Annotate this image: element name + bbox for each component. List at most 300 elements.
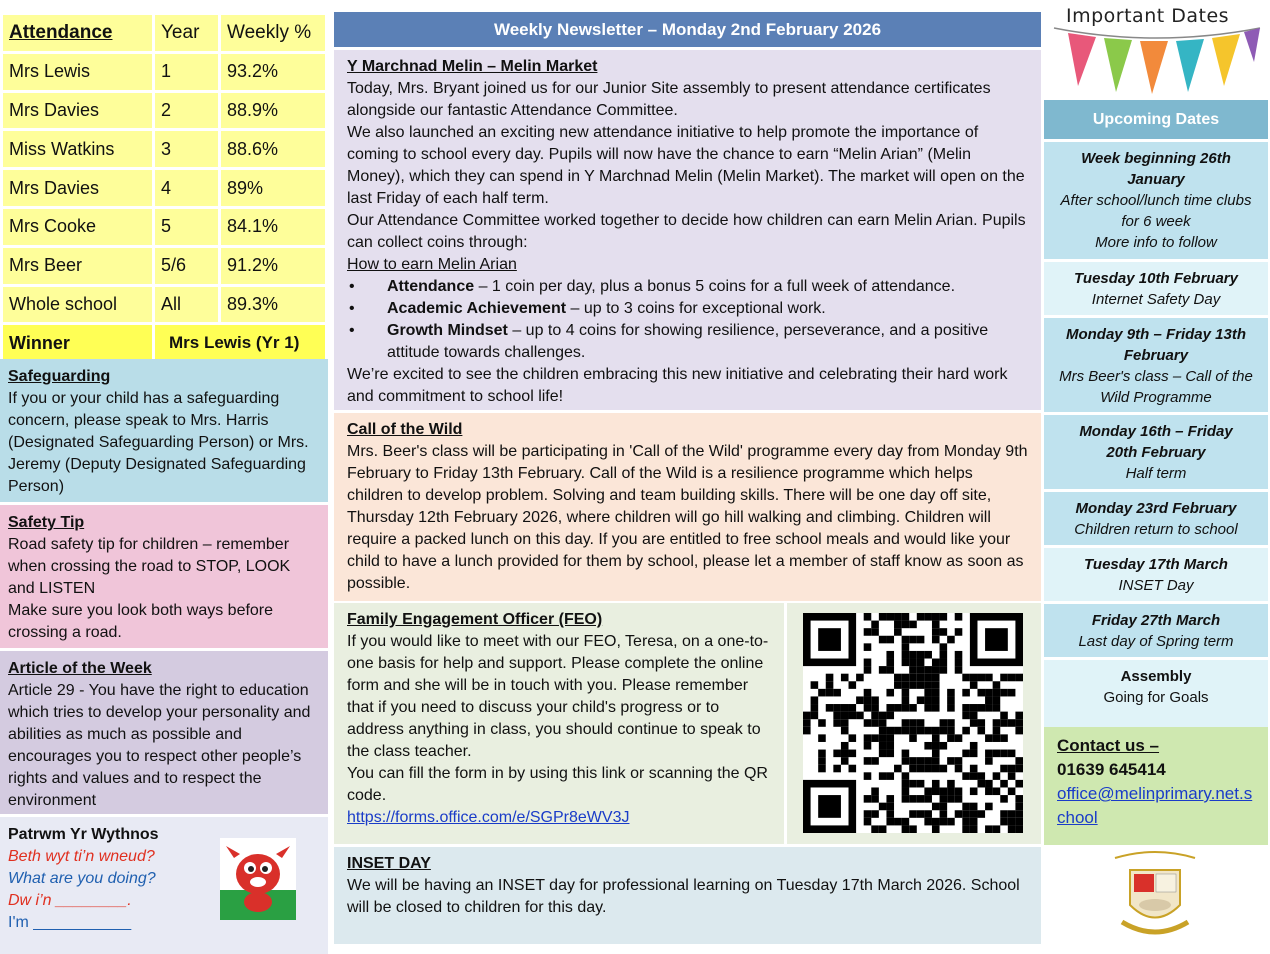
qr-module: [871, 696, 879, 704]
qr-module: [1000, 795, 1008, 803]
newsletter-banner: Weekly Newsletter – Monday 2nd February 2026: [334, 12, 1041, 47]
qr-module: [841, 704, 849, 712]
qr-module: [924, 613, 932, 621]
qr-module: [902, 780, 910, 788]
qr-module: [818, 689, 826, 697]
qr-module: [955, 765, 963, 773]
patrwm-panel: [0, 817, 328, 954]
winner-row: [2, 324, 327, 363]
bullet-title: Academic Achievement: [387, 300, 567, 317]
inset-heading: INSET DAY: [347, 855, 431, 872]
patrwm-line3: Dw i’n ________.: [8, 892, 132, 909]
qr-module: [1000, 674, 1008, 682]
qr-module: [818, 757, 826, 765]
market-panel: [334, 50, 1041, 410]
qr-module: [924, 795, 932, 803]
qr-module: [924, 810, 932, 818]
safeguarding-heading: Safeguarding: [8, 368, 111, 385]
qr-module: [977, 780, 985, 788]
qr-module: [932, 825, 940, 833]
qr-module: [970, 712, 978, 720]
qr-module: [962, 803, 970, 811]
qr-module: [818, 628, 841, 651]
qr-module: [947, 704, 955, 712]
qr-module: [909, 757, 917, 765]
patrwm-line2: What are you doing?: [8, 870, 156, 887]
article-panel: [0, 651, 328, 814]
qr-module: [849, 681, 857, 689]
bullet-text: – 1 coin per day, plus a bonus 5 coins for a full week of attendance.: [474, 278, 956, 295]
qr-module: [924, 727, 932, 735]
qr-module: [985, 750, 993, 758]
contact-phone: 01639 645414: [1057, 760, 1166, 779]
qr-module: [977, 719, 985, 727]
qr-module: [871, 734, 879, 742]
qr-module: [970, 719, 978, 727]
qr-module: [886, 818, 894, 826]
qr-module: [940, 719, 948, 727]
qr-module: [977, 674, 985, 682]
qr-module: [962, 674, 970, 682]
weekly-percent: 88.6%: [220, 130, 327, 169]
qr-module: [841, 674, 849, 682]
qr-module: [886, 734, 894, 742]
qr-module: [902, 659, 910, 667]
qr-module: [902, 719, 910, 727]
upcoming-dates-heading: Upcoming Dates: [1044, 100, 1268, 139]
qr-module: [1000, 689, 1008, 697]
qr-module: [864, 643, 872, 651]
qr-module: [993, 719, 1001, 727]
qr-module: [932, 780, 940, 788]
qr-module: [902, 757, 910, 765]
qr-module: [940, 818, 948, 826]
qr-module: [940, 643, 948, 651]
qr-module: [833, 712, 841, 720]
qr-module: [894, 681, 902, 689]
feo-form-link[interactable]: https://forms.office.com/e/SGPr8eWV3J: [347, 809, 630, 826]
safeguarding-panel: [0, 359, 328, 502]
qr-module: [970, 810, 978, 818]
qr-module: [955, 795, 963, 803]
qr-module: [970, 674, 978, 682]
qr-module: [985, 757, 993, 765]
dragon-image: [220, 838, 296, 920]
qr-module: [955, 734, 963, 742]
qr-module: [993, 787, 1001, 795]
qr-module: [940, 651, 948, 659]
bullet-text: – up to 4 coins for showing resilience, perseverance, and a positive attitude towards challenges.: [387, 322, 989, 361]
qr-module: [818, 719, 826, 727]
qr-module: [902, 674, 910, 682]
year: 5/6: [154, 246, 220, 285]
weekly-percent: 91.2%: [220, 246, 327, 285]
table-row: [2, 91, 327, 130]
patrwm-line1: Beth wyt ti’n wneud?: [8, 848, 155, 865]
qr-module: [932, 674, 940, 682]
qr-module: [955, 810, 963, 818]
qr-module: [932, 750, 940, 758]
qr-module: [818, 734, 826, 742]
qr-module: [917, 681, 925, 689]
qr-module: [977, 704, 985, 712]
qr-module: [985, 689, 993, 697]
qr-module: [917, 795, 925, 803]
qr-module: [909, 810, 917, 818]
qr-module: [909, 704, 917, 712]
qr-module: [924, 818, 932, 826]
qr-module: [879, 772, 887, 780]
qr-module: [970, 818, 978, 826]
qr-module: [947, 787, 955, 795]
qr-module: [917, 719, 925, 727]
teacher-name: Mrs Davies: [2, 169, 154, 208]
qr-module: [917, 674, 925, 682]
qr-module: [864, 719, 872, 727]
qr-module: [947, 818, 955, 826]
year: 3: [154, 130, 220, 169]
qr-module: [1000, 750, 1008, 758]
qr-panel: [787, 603, 1041, 844]
qr-module: [1015, 803, 1023, 811]
qr-module: [902, 818, 910, 826]
qr-module: [871, 757, 879, 765]
qr-module: [864, 742, 872, 750]
winner-label: Winner: [2, 324, 154, 363]
qr-module: [917, 613, 925, 621]
qr-module: [1008, 719, 1016, 727]
date-event: Internet Safety Day: [1091, 291, 1221, 308]
qr-module: [993, 734, 1001, 742]
inset-body: We will be having an INSET day for professional learning on Tuesday 17th March 2026. School will be closed to children for this day.: [347, 877, 1020, 916]
feo-p1: If you would like to meet with our FEO, Teresa, on a one-to-one basis for help and support. Please complete the online form and she will be in touch with you. Please remember that if you need to discuss your child's progress or to address anything in class, you should continue to speak to the class teacher.: [347, 633, 769, 760]
qr-module: [894, 818, 902, 826]
qr-module: [955, 613, 963, 621]
qr-module: [886, 810, 894, 818]
qr-module: [1000, 719, 1008, 727]
qr-module: [955, 651, 963, 659]
qr-module: [902, 621, 910, 629]
qr-module: [864, 818, 872, 826]
table-row: [2, 246, 327, 285]
qr-module: [886, 742, 894, 750]
qr-module: [932, 787, 940, 795]
date-item: [1044, 489, 1268, 545]
qr-module: [1015, 818, 1023, 826]
wild-body: Mrs. Beer's class will be participating in 'Call of the Wild' programme every day from Monday 9th February to Friday 13th February. Call of the Wild is a resilience programme which helps children to develop problem. Solving and team building skills. There will be one day off site, Thursday 12th February 2026, where children will go hill walking and climbing. Children will require a packed lunch on this day. If you are entitled to free school meals and would like your child to have a lunch provided for them by school, please let a member of staff know as soon as possible.: [347, 443, 1028, 592]
qr-module: [1015, 727, 1023, 735]
coin-list: [347, 276, 1028, 364]
qr-module: [833, 689, 841, 697]
qr-module: [932, 636, 940, 644]
date-item: [1044, 259, 1268, 315]
qr-module: [909, 719, 917, 727]
qr-module: [955, 659, 963, 667]
qr-module: [985, 803, 993, 811]
weekly-percent: 89.3%: [220, 285, 327, 324]
qr-module: [932, 757, 940, 765]
qr-module: [879, 727, 887, 735]
qr-module: [970, 704, 978, 712]
table-row: [2, 52, 327, 91]
qr-module: [962, 727, 970, 735]
qr-module: [826, 681, 834, 689]
contact-panel: [1044, 727, 1268, 845]
qr-module: [1008, 772, 1016, 780]
date-item: [1044, 657, 1268, 727]
contact-email-link[interactable]: office@melinprimary.net.school: [1057, 784, 1253, 827]
date-event-extra: More info to follow: [1095, 234, 1217, 251]
date-event: Going for Goals: [1103, 689, 1209, 706]
qr-module: [985, 674, 993, 682]
qr-module: [947, 734, 955, 742]
qr-module: [894, 727, 902, 735]
qr-module: [856, 712, 864, 720]
qr-module: [849, 704, 857, 712]
qr-module: [1015, 757, 1023, 765]
qr-module: [962, 825, 970, 833]
qr-module: [1008, 787, 1016, 795]
qr-module: [841, 727, 849, 735]
qr-module: [902, 795, 910, 803]
qr-module: [811, 712, 819, 720]
qr-module: [977, 810, 985, 818]
qr-module: [917, 780, 925, 788]
safety-tip-line1: Road safety tip for children – remember when crossing the road to STOP, LOOK and LISTEN: [8, 536, 291, 597]
qr-module: [833, 750, 841, 758]
qr-module: [985, 628, 1008, 651]
year-heading: Year: [154, 14, 220, 53]
qr-module: [833, 719, 841, 727]
qr-module: [970, 787, 978, 795]
date-event: INSET Day: [1118, 577, 1194, 594]
qr-module: [818, 765, 826, 773]
qr-code[interactable]: [803, 613, 1023, 833]
date-label: Tuesday 10th February: [1074, 270, 1238, 287]
qr-module: [856, 696, 864, 704]
qr-module: [977, 772, 985, 780]
qr-module: [924, 704, 932, 712]
qr-module: [886, 666, 894, 674]
qr-module: [879, 742, 887, 750]
qr-module: [811, 681, 819, 689]
list-item: [347, 276, 1028, 298]
qr-module: [1000, 765, 1008, 773]
qr-module: [864, 757, 872, 765]
qr-module: [886, 704, 894, 712]
safeguarding-body: If you or your child has a safeguarding concern, please speak to Mrs. Harris (Designated Safeguarding Person) or Mrs. Jeremy (Deputy Designated Safeguarding Person): [8, 390, 309, 495]
qr-module: [902, 727, 910, 735]
qr-module: [940, 810, 948, 818]
qr-module: [1015, 780, 1023, 788]
feo-p2: You can fill the form in by using this link or scanning the QR code.: [347, 765, 768, 804]
qr-module: [985, 704, 993, 712]
teacher-name: Miss Watkins: [2, 130, 154, 169]
date-event: Children return to school: [1074, 521, 1238, 538]
qr-module: [909, 659, 917, 667]
qr-module: [924, 651, 932, 659]
date-event: Last day of Spring term: [1078, 633, 1234, 650]
qr-module: [940, 628, 948, 636]
table-row: [2, 169, 327, 208]
date-item: [1044, 412, 1268, 489]
date-label: Week beginning 26th January: [1081, 150, 1231, 188]
school-logo: [1100, 850, 1210, 948]
qr-module: [917, 636, 925, 644]
qr-module: [879, 825, 887, 833]
qr-module: [833, 765, 841, 773]
qr-module: [909, 666, 917, 674]
qr-module: [864, 704, 872, 712]
date-item: [1044, 601, 1268, 657]
qr-module: [811, 704, 819, 712]
qr-module: [940, 795, 948, 803]
qr-module: [841, 719, 849, 727]
qr-module: [849, 750, 857, 758]
qr-module: [909, 765, 917, 773]
qr-module: [985, 696, 993, 704]
qr-module: [871, 719, 879, 727]
date-item: [1044, 545, 1268, 601]
qr-module: [879, 734, 887, 742]
qr-module: [902, 689, 910, 697]
qr-module: [871, 825, 879, 833]
qr-module: [886, 712, 894, 720]
qr-module: [902, 613, 910, 621]
qr-module: [932, 727, 940, 735]
qr-module: [970, 742, 978, 750]
bullet-title: Attendance: [387, 278, 475, 295]
qr-module: [1008, 674, 1016, 682]
qr-module: [977, 689, 985, 697]
qr-module: [864, 659, 872, 667]
qr-module: [902, 681, 910, 689]
qr-module: [970, 772, 978, 780]
list-item: [347, 298, 1028, 320]
date-label: Monday 16th – Friday 20th February: [1079, 423, 1233, 461]
feo-panel: [334, 603, 784, 844]
date-label: Tuesday 17th March: [1084, 556, 1228, 573]
qr-module: [940, 803, 948, 811]
bullet-text: – up to 3 coins for exceptional work.: [566, 300, 826, 317]
qr-module: [841, 712, 849, 720]
qr-module: [902, 696, 910, 704]
qr-module: [970, 803, 978, 811]
important-dates-title: Important Dates: [1066, 5, 1230, 27]
qr-module: [902, 651, 910, 659]
qr-module: [871, 628, 879, 636]
qr-module: [803, 727, 811, 735]
weekly-percent: 93.2%: [220, 52, 327, 91]
qr-module: [947, 780, 955, 788]
qr-module: [955, 757, 963, 765]
qr-module: [940, 613, 948, 621]
qr-module: [879, 636, 887, 644]
qr-module: [886, 651, 894, 659]
article-heading: Article of the Week: [8, 660, 152, 677]
important-dates-header: [1046, 0, 1268, 100]
qr-module: [932, 621, 940, 629]
qr-module: [932, 696, 940, 704]
qr-module: [917, 696, 925, 704]
contact-heading: Contact us –: [1057, 736, 1160, 755]
qr-module: [894, 765, 902, 773]
qr-module: [864, 734, 872, 742]
qr-module: [924, 674, 932, 682]
qr-module: [909, 825, 917, 833]
qr-module: [1015, 719, 1023, 727]
teacher-name: Mrs Lewis: [2, 52, 154, 91]
qr-module: [932, 803, 940, 811]
list-item: [347, 320, 1028, 364]
qr-module: [871, 810, 879, 818]
qr-module: [962, 772, 970, 780]
qr-module: [1000, 712, 1008, 720]
date-item: [1044, 139, 1268, 259]
qr-module: [1015, 825, 1023, 833]
market-heading: Y Marchnad Melin – Melin Market: [347, 58, 598, 75]
qr-module: [871, 795, 879, 803]
qr-module: [909, 636, 917, 644]
qr-module: [932, 818, 940, 826]
qr-module: [1008, 810, 1016, 818]
year: 4: [154, 169, 220, 208]
article-body: Article 29 - You have the right to education which tries to develop your personality and abilities as much as possible and encourages you to respect other people’s rights and values and to respect the environment: [8, 682, 311, 809]
qr-module: [894, 628, 902, 636]
qr-module: [1008, 825, 1016, 833]
attendance-table: [0, 12, 328, 364]
qr-module: [917, 765, 925, 773]
qr-module: [924, 787, 932, 795]
qr-module: [947, 636, 955, 644]
qr-module: [985, 780, 993, 788]
qr-module: [902, 787, 910, 795]
date-event: After school/lunch time clubs for 6 week: [1060, 192, 1252, 230]
year: 2: [154, 91, 220, 130]
qr-module: [993, 689, 1001, 697]
weekly-percent: 88.9%: [220, 91, 327, 130]
patrwm-heading: Patrwm Yr Wythnos: [8, 826, 159, 843]
qr-module: [970, 750, 978, 758]
bullet-title: Growth Mindset: [387, 322, 508, 339]
safety-tip-heading: Safety Tip: [8, 514, 85, 531]
feo-heading: Family Engagement Officer (FEO): [347, 611, 603, 628]
qr-module: [886, 803, 894, 811]
qr-module: [970, 765, 978, 773]
table-row: [2, 285, 327, 324]
wild-heading: Call of the Wild: [347, 421, 463, 438]
weekly-percent: 89%: [220, 169, 327, 208]
qr-module: [909, 621, 917, 629]
qr-module: [902, 636, 910, 644]
qr-module: [924, 757, 932, 765]
qr-module: [849, 712, 857, 720]
patrwm-line4: I'm ___________: [8, 914, 132, 931]
qr-module: [917, 651, 925, 659]
date-label: Monday 9th – Friday 13th February: [1065, 326, 1247, 364]
qr-module: [917, 659, 925, 667]
qr-module: [993, 704, 1001, 712]
qr-module: [993, 750, 1001, 758]
qr-module: [1015, 712, 1023, 720]
qr-module: [902, 772, 910, 780]
qr-module: [947, 757, 955, 765]
qr-module: [864, 696, 872, 704]
qr-module: [932, 659, 940, 667]
qr-module: [864, 795, 872, 803]
qr-module: [955, 628, 963, 636]
attendance-heading: Attendance: [2, 14, 154, 53]
